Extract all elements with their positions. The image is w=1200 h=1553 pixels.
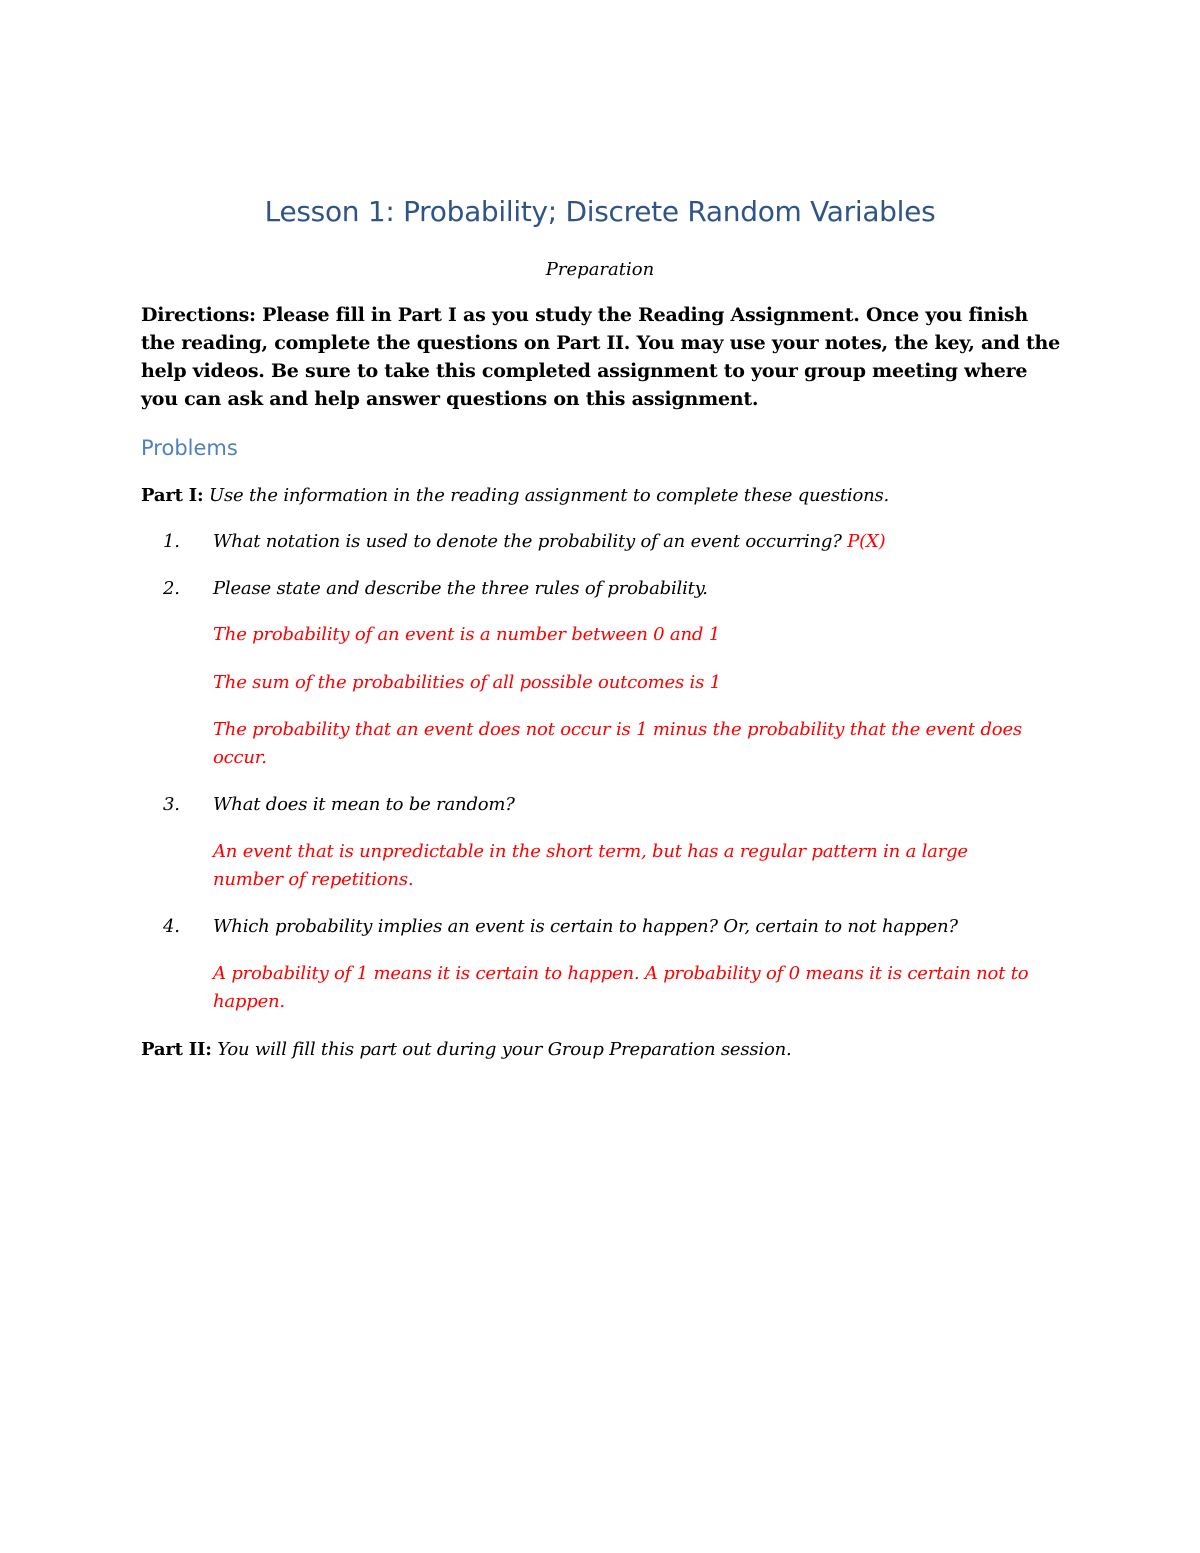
problems-heading: Problems bbox=[141, 436, 238, 460]
question-number: 4. bbox=[163, 916, 180, 937]
answer-certainty: A probability of 1 means it is certain to happen. A probability of 0 means it is certain not to happen. bbox=[213, 963, 1029, 1012]
part-one-instructions: Use the information in the reading assignment to complete these questions. bbox=[208, 485, 890, 506]
part-one-line bbox=[141, 482, 889, 510]
question-prompt: What notation is used to denote the probability of an event occurring? bbox=[213, 531, 842, 552]
part-one-label: Part I: bbox=[141, 485, 204, 506]
directions-paragraph: Directions: Please fill in Part I as you study the Reading Assignment. Once you finish the reading, complete the questions on Part II. You may use your notes, the key, and the help videos. Be sure to take this completed assignment to your group meeting where you can ask and help answer questions on this assignment. bbox=[141, 304, 1060, 410]
page-subtitle: Preparation bbox=[545, 259, 655, 280]
question-inline-answer: P(X) bbox=[847, 531, 886, 552]
answer-random: An event that is unpredictable in the short term, but has a regular pattern in a large number of repetitions. bbox=[213, 841, 968, 890]
page-title: Lesson 1: Probability; Discrete Random Variables bbox=[264, 195, 936, 228]
answer-rule-2: The sum of the probabilities of all possible outcomes is 1 bbox=[213, 672, 721, 693]
question-number: 1. bbox=[163, 531, 180, 552]
question-prompt: Which probability implies an event is certain to happen? Or, certain to not happen? bbox=[213, 916, 958, 937]
question-text bbox=[213, 528, 885, 556]
part-two-label: Part II: bbox=[141, 1039, 212, 1060]
question-number: 2. bbox=[163, 578, 180, 599]
part-two-instructions: You will fill this part out during your Group Preparation session. bbox=[217, 1039, 792, 1060]
question-prompt: What does it mean to be random? bbox=[213, 794, 515, 815]
question-prompt: Please state and describe the three rules of probability. bbox=[213, 578, 708, 599]
question-number: 3. bbox=[163, 794, 180, 815]
answer-rule-3: The probability that an event does not occur is 1 minus the probability that the event does occur. bbox=[213, 719, 1022, 768]
answer-rule-1: The probability of an event is a number between 0 and 1 bbox=[213, 624, 720, 645]
part-two-line bbox=[141, 1036, 792, 1064]
